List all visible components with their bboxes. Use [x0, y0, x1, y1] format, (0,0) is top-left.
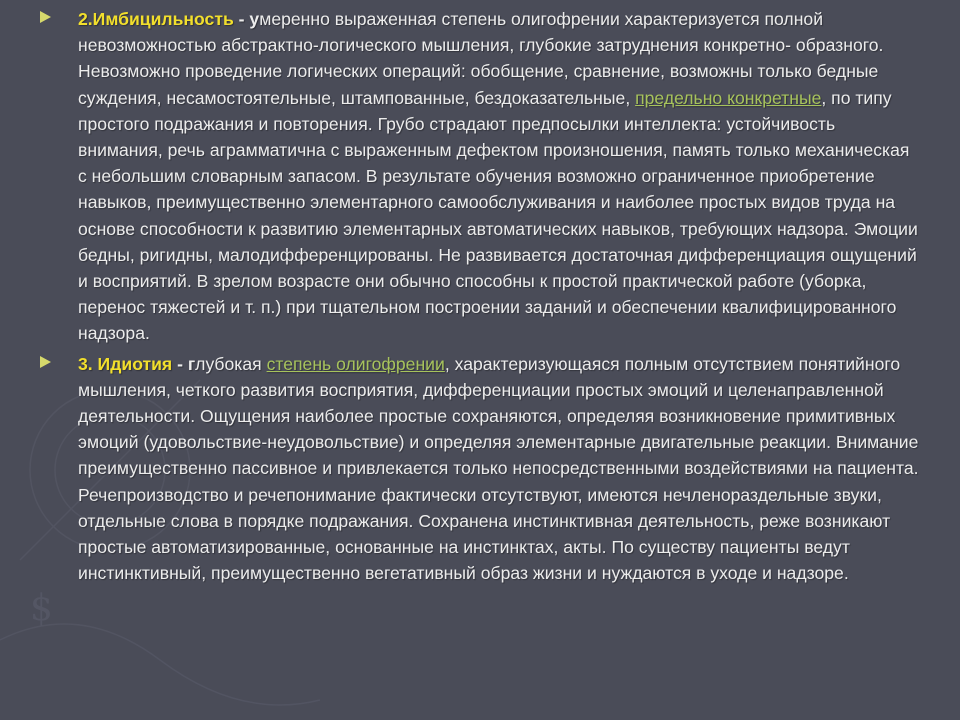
item-dash: - [172, 353, 188, 374]
slide-content [40, 6, 920, 586]
svg-text:$: $ [30, 588, 53, 629]
item-lead-letter: у [249, 9, 260, 29]
item-lead-letter: г [187, 353, 196, 374]
item-dash: - [233, 9, 250, 29]
item-text-part-2: , характеризующаяся полным отсутствием понятийного мышления, четкого развития восприятия, дифференциации простых эмоций и целенаправленной деятельности. Ощущения наиболее простые сохраняются, определяя возникновение примитивных эмоций (удовольствие-неудовольствие) и определяя элементарные двигательные реакции. Внимание преимущественно пассивное и привлекается только непосредственными воздействиями на пациента. Речепроизводство и речепонимание фактически отсутствуют, имеются нечленораздельные звуки, отдельные слова в порядке подражания. Сохранена инстинктивная деятельность, реже возникают простые автоматизированные, основанные на инстинктах, акты. По существу пациенты ведут инстинктивный, преимущественно вегетативный образ жизни и нуждаются в уходе и надзоре. [78, 353, 919, 584]
triangle-bullet-icon [40, 11, 51, 23]
list-item-idiocy [40, 351, 920, 587]
paragraph-idiocy [78, 351, 920, 587]
list-item-imbecility [40, 6, 920, 347]
paragraph-imbecility [78, 6, 920, 347]
hyperlink-extremely-concrete[interactable]: предельно конкретные [635, 87, 822, 108]
item-heading: 2.Имбицильность [78, 9, 234, 29]
triangle-bullet-icon [40, 356, 51, 368]
item-text-part-2: , по типу простого подражания и повторения. Грубо страдают предпосылки интеллекта: устойчивость внимания, речь аграмматична с выраженным дефектом произношения, память только механическая с небольшим словарным запасом. В результате обучения возможно ограниченное приобретение навыков, преимущественно элементарного самообслуживания и наиболее простых видов труда на основе способности к развитию элементарных автоматических навыков, требующих надзора. Эмоции бедны, ригидны, малодифференцированы. Не развивается достаточная дифференциация ощущений и восприятий. В зрелом возрасте они обычно способны к простой практической работе (уборка, перенос тяжестей и т. п.) при тщательном построении заданий и обеспечении квалифицированного надзора. [78, 87, 918, 344]
hyperlink-oligophrenia-degree[interactable]: степень олигофрении [266, 353, 445, 374]
item-heading: 3. Идиотия [78, 353, 173, 374]
item-text-part-1: меренно выраженная степень олигофрении характеризуется полной невозможностью абстрактно-логического мышления, глубокие затруднения конкретно- образного. Невозможно проведение логических операций: обобщение, сравнение, возможны только бедные суждения, несамостоятельные, штампованные, бездоказательные, [78, 9, 884, 108]
item-text-part-1: лубокая [195, 353, 267, 374]
